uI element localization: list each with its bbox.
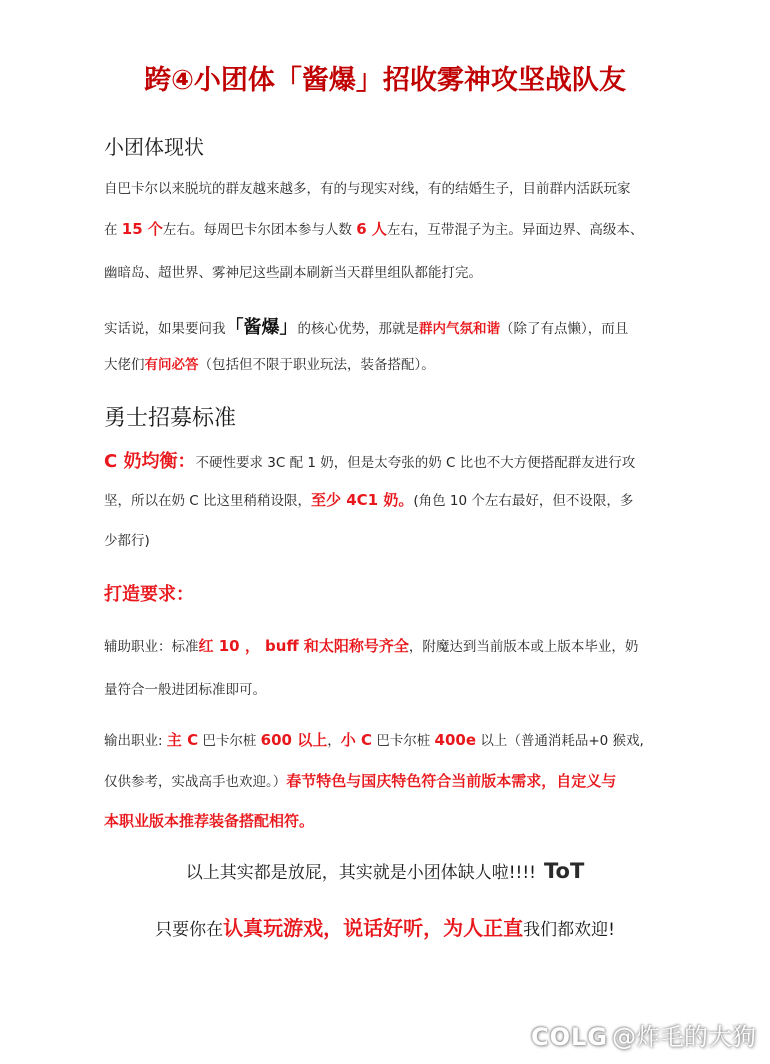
build-requirements-heading: 打造要求： — [104, 584, 194, 605]
colg-logo: COLG — [530, 1023, 608, 1051]
active-player-count: 15 个 — [121, 220, 163, 238]
status-paragraph-line-3: 幽暗岛、超世界、雾神尼这些副本刷新当天群里组队都能打完。 — [104, 265, 482, 281]
highlight-min-ratio: 至少 4C1 奶。 — [311, 491, 414, 509]
balance-line-2: 坚，所以在奶 C 比这里稍稍设限，至少 4C1 奶。(角色 10 个左右最好，但不设限，多 — [104, 491, 634, 509]
section-heading-status: 小团体现状 — [104, 135, 204, 159]
highlight-support-gear: 红 10 ， buff 和太阳称号齐全 — [198, 637, 409, 655]
highlight-welcome-criteria: 认真玩游戏，说话好听，为人正直 — [223, 916, 524, 940]
advantage-paragraph-line-1: 实话说，如果要问我「酱爆」的核心优势，那就是群内气氛和谐（除了有点懒），而且 — [104, 317, 629, 338]
section-heading-recruitment: 勇士招募标准 — [104, 406, 237, 431]
highlight-avatar-req: 春节特色与国庆特色符合当前版本需求，自定义与 — [286, 772, 617, 790]
highlight-main-c-damage: 600 以上 — [260, 731, 328, 749]
page-title: 跨④小团体「酱爆」招收雾神攻坚战队友 — [144, 65, 626, 96]
emoticon: ToT — [543, 859, 585, 883]
support-requirements-line-1: 辅助职业：标准红 10 ， buff 和太阳称号齐全，附魔达到当前版本或上版本毕业，奶 — [104, 637, 639, 655]
advantage-paragraph-line-2: 大佬们有问必答（包括但不限于职业玩法，装备搭配）。 — [104, 357, 435, 373]
highlight-sub-c: 小 C — [340, 731, 372, 749]
watermark — [531, 1017, 756, 1052]
raid-participant-count: 6 人 — [356, 220, 387, 238]
dps-requirements-line-2: 仅供参考，实战高手也欢迎。）春节特色与国庆特色符合当前版本需求，自定义与 — [104, 772, 617, 790]
author-handle: @炸毛的大狗 — [612, 1023, 756, 1051]
balance-label: C 奶均衡： — [104, 451, 196, 472]
dps-requirements-line-3: 本职业版本推荐装备搭配相符。 — [104, 812, 315, 830]
highlight-main-c: 主 C — [166, 731, 199, 749]
status-paragraph-line-2: 在 15 个左右。每周巴卡尔团本参与人数 6 人左右，互带混子为主。异面边界、高级本、 — [104, 220, 644, 238]
balance-line-3: 少都行) — [104, 533, 150, 549]
highlight-answers: 有问必答 — [144, 357, 199, 373]
closing-line-1: 以上其实都是放屁，其实就是小团体缺人啦!!!! ToT — [185, 859, 585, 883]
closing-line-2: 只要你在认真玩游戏，说话好听，为人正直我们都欢迎! — [155, 916, 615, 940]
highlight-sub-c-damage: 400e — [434, 731, 477, 749]
status-paragraph-line-1: 自巴卡尔以来脱坑的群友越来越多，有的与现实对线，有的结婚生子，目前群内活跃玩家 — [104, 181, 631, 197]
group-brand-name: 「酱爆」 — [225, 317, 298, 338]
support-requirements-line-2: 量符合一般进团标准即可。 — [104, 682, 266, 698]
highlight-harmony: 群内气氛和谐 — [419, 321, 500, 337]
balance-line-1: C 奶均衡：不硬性要求 3C 配 1 奶，但是太夸张的奶 C 比也不大方便搭配群友进行攻 — [104, 451, 636, 472]
dps-requirements-line-1: 输出职业: 主 C 巴卡尔桩 600 以上，小 C 巴卡尔桩 400e 以上（普通消耗品+0 猴戏, — [104, 731, 644, 749]
